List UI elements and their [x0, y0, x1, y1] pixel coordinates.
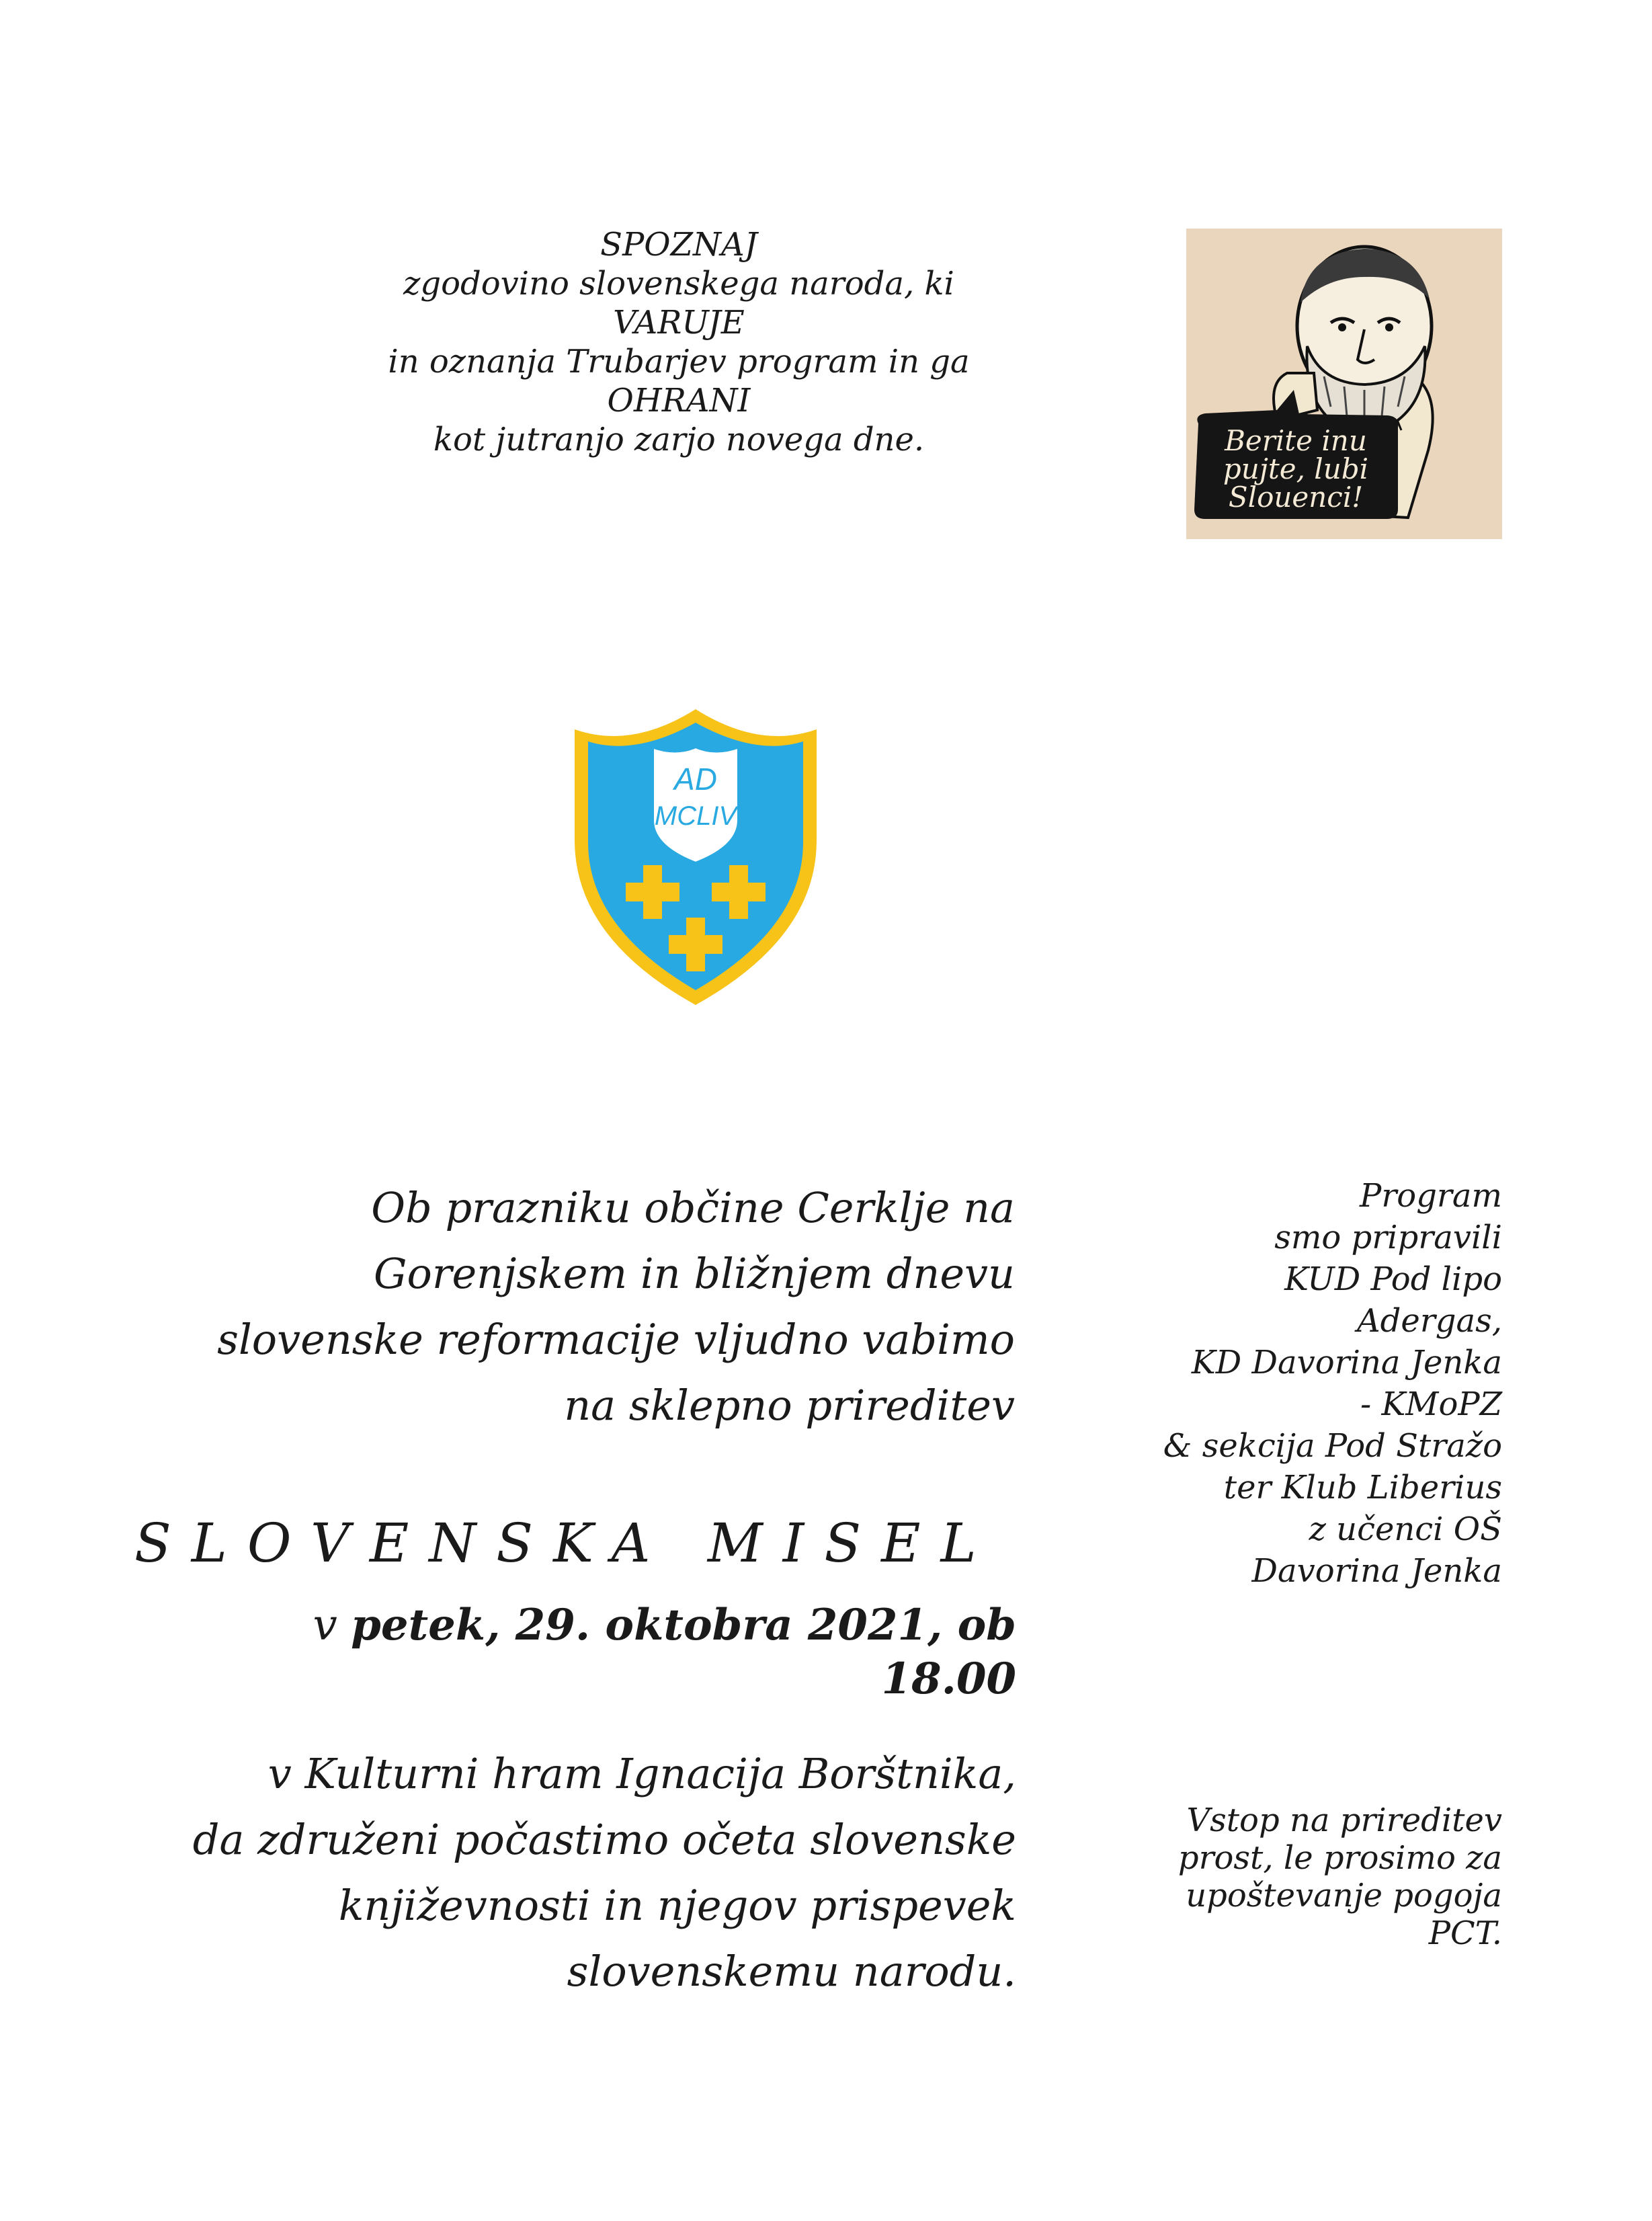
inscription-line: MCLIV	[654, 801, 737, 831]
credits-line: - KMoPZ	[1360, 1385, 1502, 1423]
program-credits	[1089, 1175, 1502, 1592]
date-prefix: v	[313, 1601, 352, 1650]
intro-line: kot jutranjo zarjo novega dne.	[433, 421, 925, 458]
event-datetime	[202, 1599, 1016, 1706]
date-main: petek, 29. oktobra 2021, ob 18.00	[351, 1600, 1016, 1704]
credits-line: smo pripravili	[1274, 1219, 1502, 1256]
bubble-line: Slouenci!	[1228, 481, 1364, 514]
trubar-portrait-drawing	[1186, 229, 1502, 539]
intro-line: zgodovino slovenskega naroda, ki	[403, 265, 954, 302]
entry-line: prost, le prosimo za	[1178, 1839, 1502, 1877]
entry-line: PCT.	[1428, 1914, 1502, 1952]
invitation-line: Gorenjskem in bližnjem dnevu	[373, 1249, 1015, 1298]
event-title: SLOVENSKA MISEL	[134, 1512, 997, 1574]
credits-line: Program	[1360, 1177, 1502, 1215]
venue-line: slovenskemu narodu.	[567, 1947, 1016, 1996]
intro-line: OHRANI	[607, 382, 751, 419]
bubble-line: pujte, lubi	[1223, 452, 1369, 485]
entry-notice	[1089, 1802, 1502, 1952]
credits-line: ter Klub Liberius	[1223, 1469, 1502, 1506]
venue-line: da združeni počastimo očeta slovenske	[192, 1815, 1016, 1864]
credits-line: KUD Pod lipo	[1284, 1260, 1502, 1298]
invitation-text	[155, 1175, 1015, 1439]
venue-line: književnosti in njegov prispevek	[338, 1881, 1016, 1930]
venue-text	[134, 1741, 1016, 2005]
intro-line: VARUJE	[613, 304, 745, 341]
entry-line: upoštevanje pogoja	[1186, 1877, 1502, 1914]
venue-line: v Kulturni hram Ignacija Borštnika,	[267, 1749, 1016, 1798]
coat-of-arms	[568, 709, 823, 1008]
credits-line: Davorina Jenka	[1251, 1552, 1502, 1590]
credits-line: Adergas,	[1357, 1302, 1502, 1340]
entry-line: Vstop na prireditev	[1186, 1802, 1502, 1839]
invitation-line: na sklepno prireditev	[564, 1381, 1015, 1430]
invitation-line: Ob prazniku občine Cerklje na	[371, 1183, 1015, 1232]
trubar-portrait-image	[1186, 229, 1502, 539]
intro-line: in oznanja Trubarjev program in ga	[388, 343, 970, 380]
inscription-line: AD	[674, 762, 717, 797]
invitation-line: slovenske reformacije vljudno vabimo	[217, 1315, 1015, 1364]
bubble-line: Berite inu	[1225, 424, 1367, 457]
credits-line: z učenci OŠ	[1309, 1510, 1502, 1548]
credits-line: KD Davorina Jenka	[1191, 1344, 1502, 1381]
credits-line: & sekcija Pod Stražo	[1163, 1427, 1502, 1465]
intro-line: SPOZNAJ	[600, 226, 757, 264]
intro-verse	[282, 225, 1075, 459]
